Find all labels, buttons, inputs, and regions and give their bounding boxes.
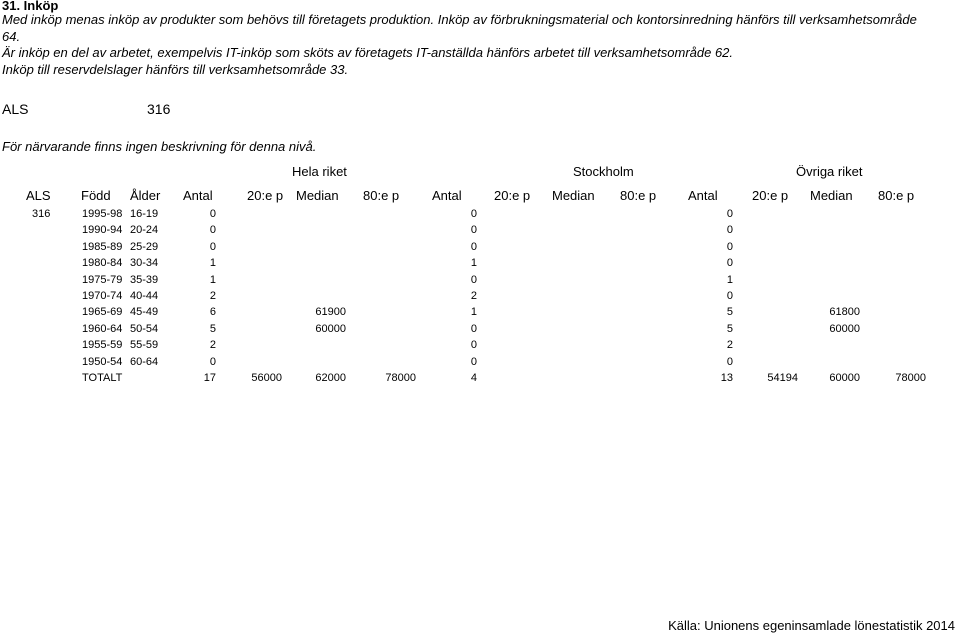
table-cell-stockholm-antal: 0	[470, 224, 477, 237]
table-cell-stockholm-antal: 0	[470, 208, 477, 220]
group-header-hela-riket: Hela riket	[292, 164, 347, 179]
table-cell-hela-riket-antal: 6	[209, 306, 216, 319]
table-cell-ovriga-riket-median: 61800	[829, 306, 860, 319]
table-cell-alder: 35-39	[130, 273, 159, 286]
level-description: För närvarande finns ingen beskrivning för denna nivå.	[2, 139, 317, 154]
table-cell-hela-riket-antal: 1	[209, 257, 216, 270]
intro-line-1: Med inköp menas inköp av produkter som behövs till företagets produktion. Inköp av förbrukningsmaterial och kontorsinredning hänförs till verksamhetsområde	[2, 12, 917, 27]
table-cell-ovriga-riket-antal: 1	[726, 273, 733, 286]
table-cell-ovriga-riket-p80: 78000	[895, 372, 926, 384]
table-cell-hela-riket-antal: 0	[209, 224, 216, 237]
table-cell-hela-riket-antal: 1	[209, 273, 216, 286]
column-header-stockholm-p20: 20:e p	[494, 188, 531, 203]
column-header-stockholm-p80: 80:e p	[620, 188, 657, 203]
table-cell-fodd: 1985-89	[82, 240, 123, 253]
table-cell-hela-riket-antal: 2	[209, 290, 216, 302]
table-cell-stockholm-antal: 1	[470, 306, 477, 319]
table-cell-hela-riket-antal: 17	[203, 372, 216, 384]
table-cell-hela-riket-p20: 56000	[251, 372, 282, 384]
table-cell-hela-riket-median: 62000	[315, 372, 346, 384]
source-note: Källa: Unionens egeninsamlade lönestatistik 2014	[668, 618, 955, 633]
table-cell-ovriga-riket-antal: 5	[726, 306, 733, 319]
table-cell-ovriga-riket-p20: 54194	[767, 372, 798, 384]
page-title: 31. Inköp	[2, 0, 59, 13]
als-label: ALS	[2, 101, 29, 117]
table-cell-alder: 60-64	[130, 355, 159, 368]
group-header-stockholm: Stockholm	[573, 164, 634, 179]
table-cell-ovriga-riket-antal: 0	[726, 290, 733, 302]
table-cell-fodd: 1995-98	[82, 208, 123, 220]
table-cell-als: 316	[32, 208, 51, 220]
column-header-fodd: Född	[81, 188, 111, 203]
table-cell-hela-riket-p80: 78000	[385, 372, 416, 384]
table-cell-alder: 16-19	[130, 208, 159, 220]
table-cell-alder: 50-54	[130, 322, 159, 335]
table-cell-ovriga-riket-median: 60000	[829, 372, 860, 384]
table-cell-alder: 20-24	[130, 224, 159, 237]
column-header-stockholm-median: Median	[552, 188, 595, 203]
column-header-hela-riket-median: Median	[296, 188, 339, 203]
column-header-ovriga-riket-antal: Antal	[688, 188, 718, 203]
column-header-ovriga-riket-median: Median	[810, 188, 853, 203]
group-header-ovriga-riket: Övriga riket	[796, 164, 863, 179]
table-cell-hela-riket-antal: 2	[209, 339, 216, 352]
intro-line-4: Inköp till reservdelslager hänförs till verksamhetsområde 33.	[2, 62, 349, 77]
intro-line-2: 64.	[2, 29, 21, 44]
column-header-stockholm-antal: Antal	[432, 188, 462, 203]
table-cell-stockholm-antal: 0	[470, 273, 477, 286]
table-cell-stockholm-antal: 0	[470, 355, 477, 368]
table-cell-fodd: 1960-64	[82, 322, 123, 335]
table-cell-ovriga-riket-antal: 0	[726, 224, 733, 237]
table-cell-fodd: 1970-74	[82, 290, 123, 302]
table-cell-stockholm-antal: 4	[470, 372, 477, 384]
table-cell-fodd: 1990-94	[82, 224, 123, 237]
intro-line-3: Är inköp en del av arbetet, exempelvis IT-inköp som sköts av företagets IT-anställda hänförs arbetet till verksamhetsområde 62.	[2, 45, 734, 60]
column-header-alder: Ålder	[130, 188, 161, 203]
table-cell-alder: 25-29	[130, 240, 159, 253]
table-cell-hela-riket-antal: 5	[209, 322, 216, 335]
table-cell-hela-riket-antal: 0	[209, 355, 216, 368]
table-cell-ovriga-riket-antal: 2	[726, 339, 733, 352]
column-header-als: ALS	[26, 188, 51, 203]
table-cell-fodd: 1950-54	[82, 355, 123, 368]
table-cell-alder: 55-59	[130, 339, 159, 352]
table-cell-stockholm-antal: 0	[470, 240, 477, 253]
table-cell-hela-riket-median: 61900	[315, 306, 346, 319]
table-cell-alder: 45-49	[130, 306, 159, 319]
table-cell-fodd: 1965-69	[82, 306, 123, 319]
table-cell-stockholm-antal: 2	[470, 290, 477, 302]
column-header-hela-riket-antal: Antal	[183, 188, 213, 203]
table-cell-ovriga-riket-median: 60000	[829, 322, 860, 335]
table-cell-fodd: 1980-84	[82, 257, 123, 270]
table-cell-ovriga-riket-antal: 0	[726, 240, 733, 253]
table-cell-ovriga-riket-antal: 0	[726, 257, 733, 270]
table-cell-stockholm-antal: 0	[470, 339, 477, 352]
table-cell-hela-riket-antal: 0	[209, 240, 216, 253]
table-cell-stockholm-antal: 1	[470, 257, 477, 270]
column-header-ovriga-riket-p20: 20:e p	[752, 188, 789, 203]
table-cell-alder: 40-44	[130, 290, 159, 302]
table-cell-stockholm-antal: 0	[470, 322, 477, 335]
table-cell-hela-riket-median: 60000	[315, 322, 346, 335]
table-cell-ovriga-riket-antal: 5	[726, 322, 733, 335]
table-cell-hela-riket-antal: 0	[209, 208, 216, 220]
table-cell-alder: 30-34	[130, 257, 159, 270]
table-cell-fodd: 1975-79	[82, 273, 123, 286]
table-cell-ovriga-riket-antal: 13	[720, 372, 733, 384]
column-header-ovriga-riket-p80: 80:e p	[878, 188, 915, 203]
table-cell-fodd: 1955-59	[82, 339, 123, 352]
column-header-hela-riket-p20: 20:e p	[247, 188, 284, 203]
table-cell-fodd: TOTALT	[82, 372, 123, 384]
column-header-hela-riket-p80: 80:e p	[363, 188, 400, 203]
table-cell-ovriga-riket-antal: 0	[726, 208, 733, 220]
als-code: 316	[147, 101, 171, 117]
table-cell-ovriga-riket-antal: 0	[726, 355, 733, 368]
